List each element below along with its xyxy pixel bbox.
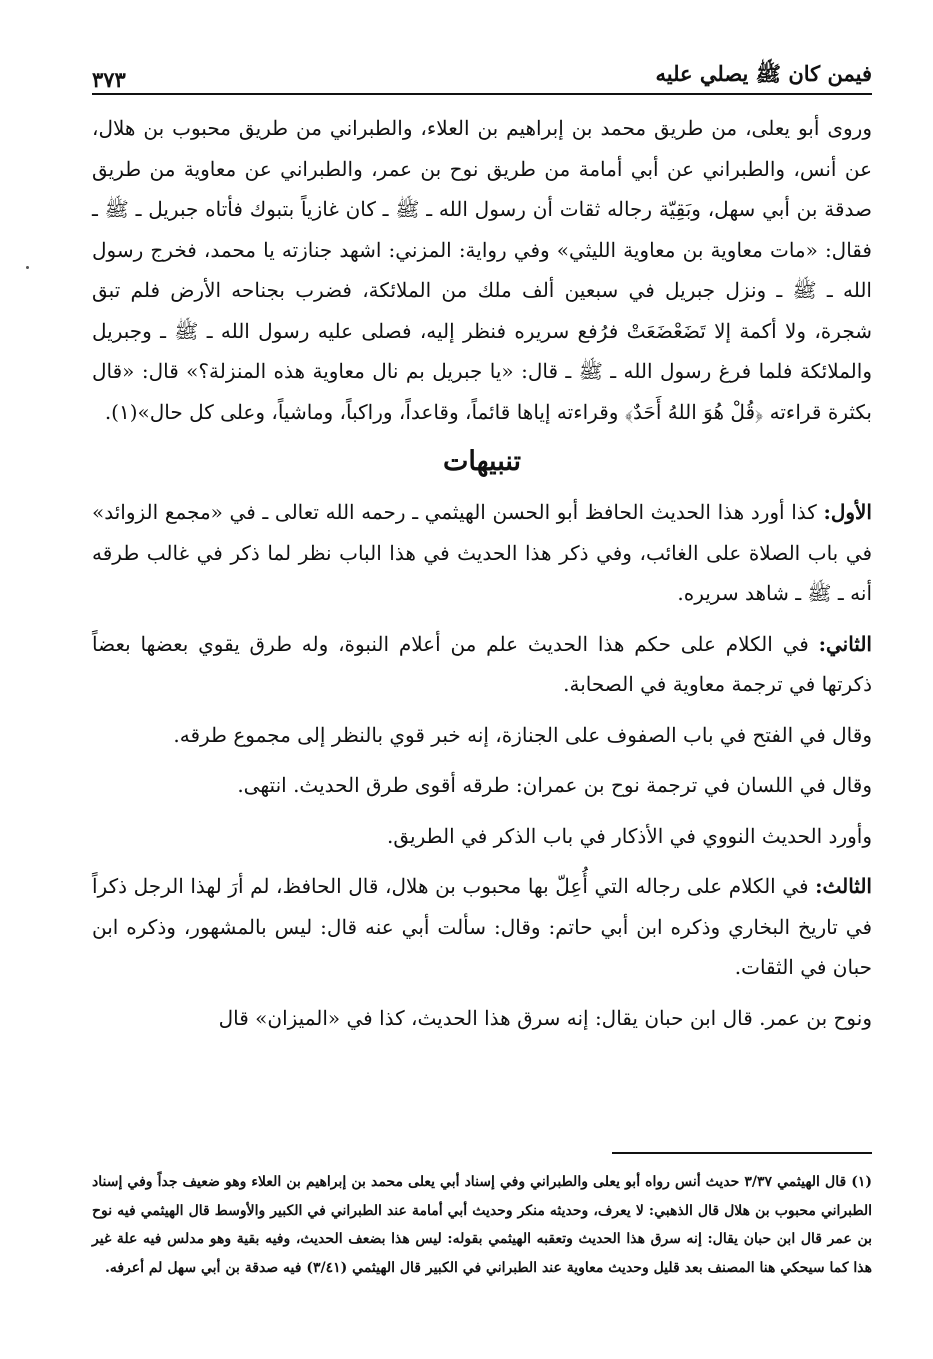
scan-speck (26, 266, 29, 269)
paragraph-text: وقال في اللسان في ترجمة نوح بن عمران: طرقه أقوى طرق الحديث. انتهى. (237, 773, 872, 797)
paragraph (92, 715, 872, 756)
paragraph-text: ونوح بن عمر. قال ابن حبان يقال: إنه سرق هذا الحديث، كذا في «الميزان» قال (218, 1005, 872, 1030)
section-heading: تنبيهات (442, 446, 522, 477)
note-lead: الثاني: (818, 631, 872, 656)
note-lead: الأول: (823, 500, 872, 524)
paragraph (92, 816, 872, 857)
note-lead: الثالث: (815, 874, 872, 898)
intro-paragraph: وروى أبو يعلى، من طريق محمد بن إبراهيم بن العلاء، والطبراني من طريق محبوب بن هلال، عن أنس، والطبراني عن أبي أمامة من طريق نوح بن عمر، والطبراني عن معاوية من طريق صدقة بن أبي سهل، وبَقِيّة رجاله ثقات أن رسول الله ـ ﷺ ـ كان غازياً بتبوك فأتاه جبريل ـ ﷺ ـ فقال: «مات معاوية بن معاوية الليثي» وفي رواية: المزني: اشهد جنازته يا محمد، فخرج رسول الله ـ ﷺ ـ ونزل جبريل في سبعين ألف ملك من الملائكة، فضرب بجناحه الأرض فلم تبق شجرة، ولا أكمة إلا تَضَعْضَعَتْ فرُفع سريره فنظر إليه، فصلى عليه رسول الله ـ ﷺ ـ وجبريل والملائكة فلما فرغ رسول الله ـ ﷺ ـ قال: «يا جبريل بم نال معاوية هذه المنزلة؟» قال: «قال بكثرة قراءته ﴿قُلْ هُوَ اللهُ أَحَدٌ﴾ وقراءته إياها قائماً، وقاعداً، وراكباً، وماشياً، وعلى كل حال»(١). (92, 116, 872, 424)
header-rule (92, 93, 872, 95)
footnote-rule (612, 1152, 872, 1154)
main-text (92, 108, 872, 1038)
paragraph (92, 765, 872, 806)
paragraph-text: وأورد الحديث النووي في الأذكار في باب الذكر في الطريق. (387, 823, 872, 848)
note-text: كذا أورد هذا الحديث الحافظ أبو الحسن الهيثمي ـ رحمه الله تعالى ـ في «مجمع الزوائد» في باب الصلاة على الغائب، وفي ذكر هذا الحديث في هذا الباب نظر لما ذكر في غالب طرقه أنه ـ ﷺ ـ شاهد سريره. (92, 500, 872, 605)
page-number: ٣٧٣ (92, 67, 126, 92)
note-first (92, 492, 872, 614)
footnote-text: (١) قال الهيثمي ٣/٣٧ حديث أنس رواه أبو يعلى والطبراني وفي إسناد أبي يعلى محمد بن إبراهيم بن العلاء وهو ضعيف جداً وفي إسناد الطبراني محبوب بن هلال قال الذهبي: لا يعرف، وحديثه منكر وحديث أبي أمامة عند الطبراني في الكبير والأوسط قال الهيثمي فيه نوح بن عمر قال ابن حبان يقال: إنه سرق هذا الحديث وتعقبه الهيثمي بقوله: ليس هذا بضعف الحديث، وفيه بقية وهو مدلس فيه علة غير هذا كما سيحكي هنا المصنف بعد قليل وحديث معاوية عند الطبراني في الكبير قال الهيثمي (٣/٤١) فيه صدقة بن أبي سهل لم أعرفه. (92, 1174, 872, 1276)
note-second (92, 624, 872, 705)
footnote (92, 1168, 872, 1282)
paragraph-text: وقال في الفتح في باب الصفوف على الجنازة، إنه خبر قوي بالنظر إلى مجموع طرقه. (173, 722, 872, 747)
paragraph (92, 998, 872, 1039)
note-text: في الكلام على حكم هذا الحديث علم من أعلام النبوة، وله طرق يقوي بعضها بعضاً ذكرتها في ترجمة معاوية في الصحابة. (92, 631, 872, 696)
running-header (92, 58, 872, 92)
chapter-title: فيمن كان ﷺ يصلي عليه (655, 61, 872, 86)
note-third (92, 866, 872, 988)
note-text: في الكلام على رجاله التي أُعِلّ بها محبوب بن هلال، قال الحافظ، لم أرَ لهذا الرجل ذكراً في تاريخ البخاري وذكره ابن أبي حاتم: وقال: سألت أبي عنه قال: ليس بالمشهور، وذكره ابن حبان في الثقات. (92, 874, 872, 979)
